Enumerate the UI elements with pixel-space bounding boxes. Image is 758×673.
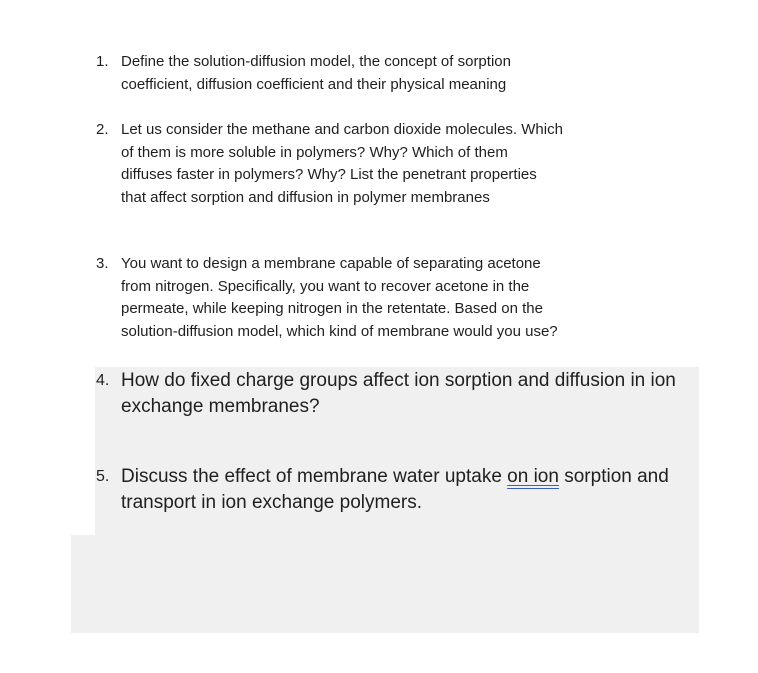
question-number: 5.: [96, 468, 110, 485]
question-text: You want to design a membrane capable of separating acetone from nitrogen. Specifically, you want to recover acetone in the permeate, while keeping nitrogen in the retentate. Based on the solution-diffusion model, which kind of membrane would you use?: [121, 255, 558, 341]
question-2: [96, 119, 563, 210]
question-text-part: Discuss the effect of membrane water uptake: [121, 466, 508, 487]
question-4: [96, 368, 676, 420]
question-text-part: sorption and transport in ion exchange polymers.: [121, 466, 669, 513]
grammar-flagged-text[interactable]: on ion: [507, 466, 559, 487]
question-3: [96, 253, 558, 344]
question-text: [121, 464, 669, 516]
question-number: 1.: [96, 53, 109, 70]
question-number: 4.: [96, 372, 110, 389]
question-number: 2.: [96, 121, 109, 138]
question-text: Define the solution-diffusion model, the concept of sorption coefficient, diffusion coefficient and their physical meaning: [121, 53, 511, 93]
question-5: [96, 464, 669, 516]
question-text: How do fixed charge groups affect ion sorption and diffusion in ion exchange membranes?: [121, 370, 676, 417]
highlight-shading-extension: [71, 535, 699, 633]
question-text: Let us consider the methane and carbon dioxide molecules. Which of them is more soluble in polymers? Why? Which of them diffuses faster in polymers? Why? List the penetrant properties that affect sorption and diffusion in polymer membranes: [121, 121, 563, 207]
question-number: 3.: [96, 255, 109, 272]
question-1: [96, 51, 511, 96]
